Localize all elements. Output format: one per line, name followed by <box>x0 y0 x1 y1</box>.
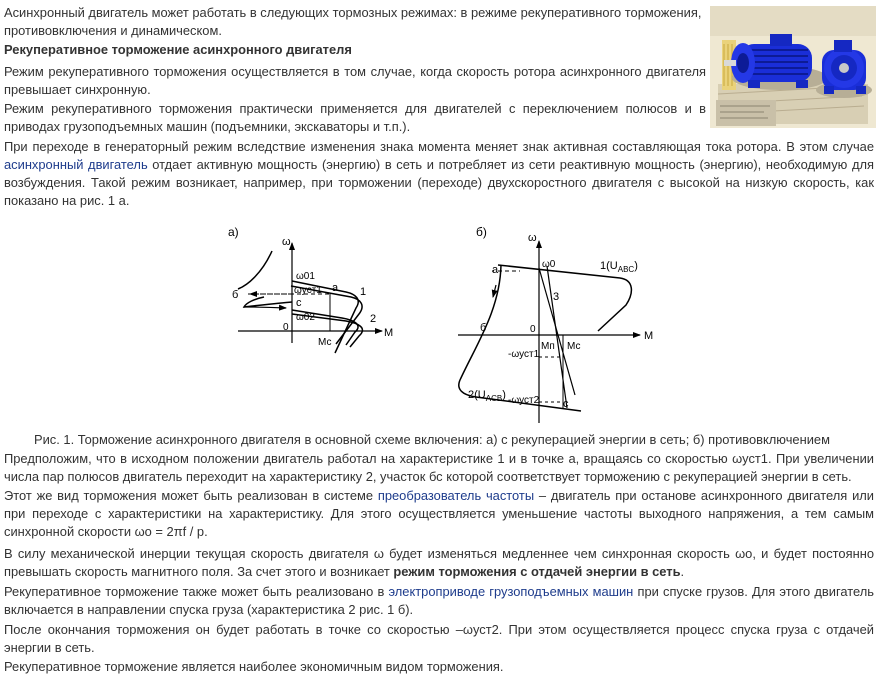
diagram-b-omega-label: ω <box>528 232 537 244</box>
diagram-b-point-b: б <box>480 322 487 334</box>
paragraph-6-text: В силу механической инерции текущая скорость двигателя ω будет изменяться медленнее чем синхронная скорость ωо, и будет постоянно превышать скорость магнитного поля. За счет этого и возникает <box>4 546 874 579</box>
paragraph-5-text-end: – двигатель при останове асинхронного двигателя или при переходе с характеристики на характеристику. Для этого осуществляется уменьшение частоты выходного напряжения, а тем самым синхронной скорости ωо = 2πf / р. <box>4 488 874 539</box>
motors-photo <box>710 6 876 128</box>
diagram-a-label: а) <box>228 225 239 239</box>
diagram-b-wust2: -ωуст2 <box>508 395 540 406</box>
diagram-a-wust1: ωуст1 <box>294 285 322 296</box>
paragraph-6 <box>4 545 874 581</box>
diagram-b-point-a: а <box>492 264 499 276</box>
paragraph-7 <box>4 583 874 619</box>
figure-1 <box>0 215 882 435</box>
diagram-b <box>458 225 653 423</box>
paragraph-9: Рекуперативное торможение является наиболее экономичным видом торможения. <box>4 659 504 674</box>
diagram-a-curve-1: 1 <box>360 286 367 298</box>
paragraph-7-text: Рекуперативное торможение также может быть реализовано в <box>4 584 389 599</box>
paragraph-3-text-end: отдает активную мощность (энергию) в сеть и потребляет из сети реактивную мощность (энергию), необходимую для возбуждения. Такой режим возникает, например, при торможении (переходе) двухскоростного двигателя с высокой на низкую скорость, как показано на рис. 1 а. <box>4 157 874 208</box>
paragraph-8: После окончания торможения он будет работать в точке со скоростью –ωуст2. При этом осуществляется процесс спуска груза с отдачей энергии в сеть. <box>4 622 874 655</box>
diagram-b-point-c: с <box>563 398 569 410</box>
diagram-b-w0: ω0 <box>542 259 556 270</box>
link-async-motor[interactable]: асинхронный двигатель <box>4 157 148 172</box>
diagram-a <box>228 225 393 353</box>
diagram-a-w01: ω01 <box>296 271 315 282</box>
diagram-a-origin: 0 <box>283 322 289 333</box>
paragraph-1: Режим рекуперативного торможения осуществляется в том случае, когда скорость ротора асинхронного двигателя превышает синхронную. <box>4 64 706 97</box>
diagram-b-m-label: M <box>644 330 654 342</box>
section-heading: Рекуперативное торможение асинхронного двигателя <box>4 42 352 57</box>
paragraph-7-text-end: при спуске грузов. Для этого двигатель включается в направлении спуска груза (характеристика 2 рис. 1 б). <box>4 584 875 617</box>
figure-caption: Рис. 1. Торможение асинхронного двигателя в основной схеме включения: а) с рекуперацией энергии в сеть; б) противовключением <box>34 432 830 447</box>
intro-line-1: Асинхронный двигатель может работать в следующих тормозных режимах: в режиме рекуперативного торможения, <box>4 5 702 20</box>
diagram-a-m-label: M <box>384 327 394 339</box>
diagram-b-label: б) <box>476 225 487 239</box>
diagram-a-w02: ω02 <box>296 312 315 323</box>
paragraph-3-text: При переходе в генераторный режим вследствие изменения знака момента меняет знак активная составляющая тока ротора. В этом случае <box>4 139 874 154</box>
paragraph-4: Предположим, что в исходном положении двигатель работал на характеристике 1 и в точке а, вращаясь со скоростью ωуст1. При увеличении числа пар полюсов двигатель переходит на характеристику 2, участок бс которой соответствует торможению с рекуперацией энергии в сеть. <box>4 451 874 484</box>
paragraph-2: Режим рекуперативного торможения практически применяется для двигателей с переключением полюсов и в приводах грузоподъемных машин (подъемники, экскаваторы и т.п.). <box>4 101 706 134</box>
diagram-b-mp: Мп <box>541 341 555 352</box>
diagram-b-curve-3: 3 <box>553 291 560 303</box>
diagram-a-mc: Мс <box>318 337 332 348</box>
diagram-a-omega-label: ω <box>282 236 291 248</box>
diagram-b-origin: 0 <box>530 324 536 335</box>
diagram-b-curve-2: $2(U_{ACB})$ <box>468 389 506 403</box>
paragraph-6-bold: режим торможения с отдачей энергии в сеть <box>393 564 681 579</box>
paragraph-6-text-end: . <box>680 564 685 579</box>
diagram-a-point-c: с <box>296 297 302 309</box>
paragraph-5-text: Этот же вид торможения может быть реализован в системе <box>4 488 378 503</box>
paragraph-5 <box>4 487 874 541</box>
diagram-b-curve-1: $1(U_{ABC})$ <box>600 260 638 274</box>
diagram-a-curve-2: 2 <box>370 313 377 325</box>
paragraph-3 <box>4 138 874 210</box>
diagram-a-point-b: б <box>232 289 239 301</box>
link-hoisting-drive[interactable]: электроприводе грузоподъемных машин <box>388 584 634 599</box>
intro-line-2: противовключения и динамическом. <box>4 23 222 38</box>
diagram-b-mc: Мс <box>567 341 581 352</box>
link-frequency-converter[interactable]: преобразователь частоты <box>377 488 535 503</box>
braking-diagrams <box>0 215 882 435</box>
diagram-b-wust1: -ωуст1 <box>508 349 540 360</box>
diagram-a-point-a: а <box>332 282 339 294</box>
